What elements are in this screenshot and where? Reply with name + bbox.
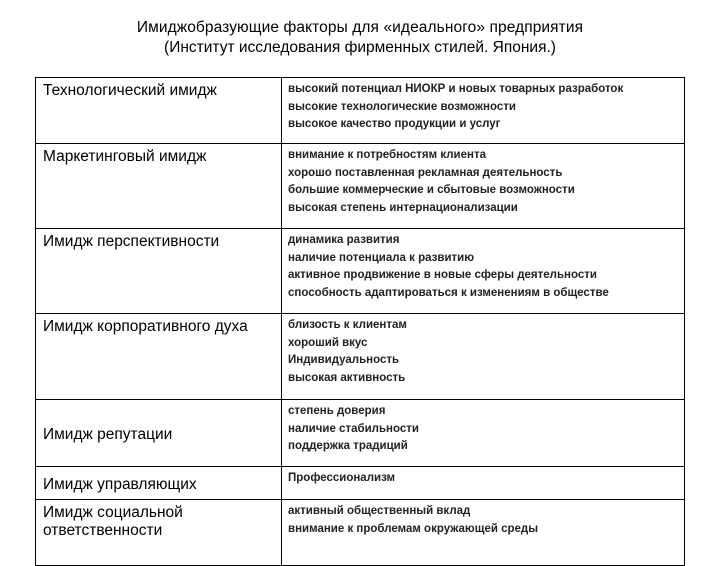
category-cell: Имидж перспективности — [36, 229, 282, 314]
attribute-item: хороший вкус — [288, 336, 368, 349]
attribute-item: Профессионализм — [288, 472, 396, 484]
attribute-item: наличие стабильности — [288, 422, 419, 435]
table-row — [36, 500, 685, 566]
attribute-item: способность адаптироваться к изменениям в обществе — [288, 286, 609, 299]
table-row — [36, 78, 685, 144]
attribute-item: высокое качество продукции и услуг — [288, 118, 501, 131]
table-row — [36, 467, 685, 500]
attribute-item: наличие потенциала к развитию — [288, 251, 475, 264]
attribute-item: внимание к потребностям клиента — [288, 149, 486, 161]
category-cell: Маркетинговый имидж — [36, 144, 282, 229]
attributes-cell — [282, 500, 685, 566]
attributes-cell — [282, 314, 685, 400]
attribute-item: внимание к проблемам окружающей среды — [288, 522, 539, 535]
attributes-cell — [282, 467, 685, 500]
attribute-item: высокая активность — [288, 371, 406, 384]
attributes-cell — [282, 229, 685, 314]
table-row — [36, 314, 685, 400]
slide-title: Имиджобразующие факторы для «идеального» предприятия — [136, 19, 584, 36]
table-row — [36, 400, 685, 467]
attribute-item: динамика развития — [288, 234, 400, 246]
attribute-item: степень доверия — [288, 405, 386, 417]
table-row — [36, 144, 685, 229]
attribute-item: поддержка традиций — [288, 440, 408, 453]
image-factors-table — [35, 77, 685, 566]
category-cell: Имидж социальной ответственности — [36, 500, 282, 566]
slide-header — [0, 18, 720, 58]
attribute-item: близость к клиентам — [288, 319, 407, 331]
attribute-item: активный общественный вклад — [288, 505, 471, 517]
table-row — [36, 229, 685, 314]
attribute-item: большие коммерческие и сбытовые возможности — [288, 184, 575, 197]
attribute-item: хорошо поставленная рекламная деятельность — [288, 166, 563, 179]
category-cell: Имидж корпоративного духа — [36, 314, 282, 400]
category-cell: Имидж репутации — [36, 400, 282, 467]
attribute-item: Индивидуальность — [288, 354, 400, 367]
category-cell: Технологический имидж — [36, 78, 282, 144]
attribute-item: высокий потенциал НИОКР и новых товарных разработок — [288, 83, 624, 95]
attribute-item: высокие технологические возможности — [288, 100, 516, 113]
attribute-item: высокая степень интернационализации — [288, 201, 518, 214]
attributes-cell — [282, 400, 685, 467]
slide-subtitle: (Институт исследования фирменных стилей. Япония.) — [164, 39, 556, 56]
attribute-item: активное продвижение в новые сферы деятельности — [288, 269, 597, 282]
category-cell: Имидж управляющих — [36, 467, 282, 500]
attributes-cell — [282, 78, 685, 144]
attributes-cell — [282, 144, 685, 229]
